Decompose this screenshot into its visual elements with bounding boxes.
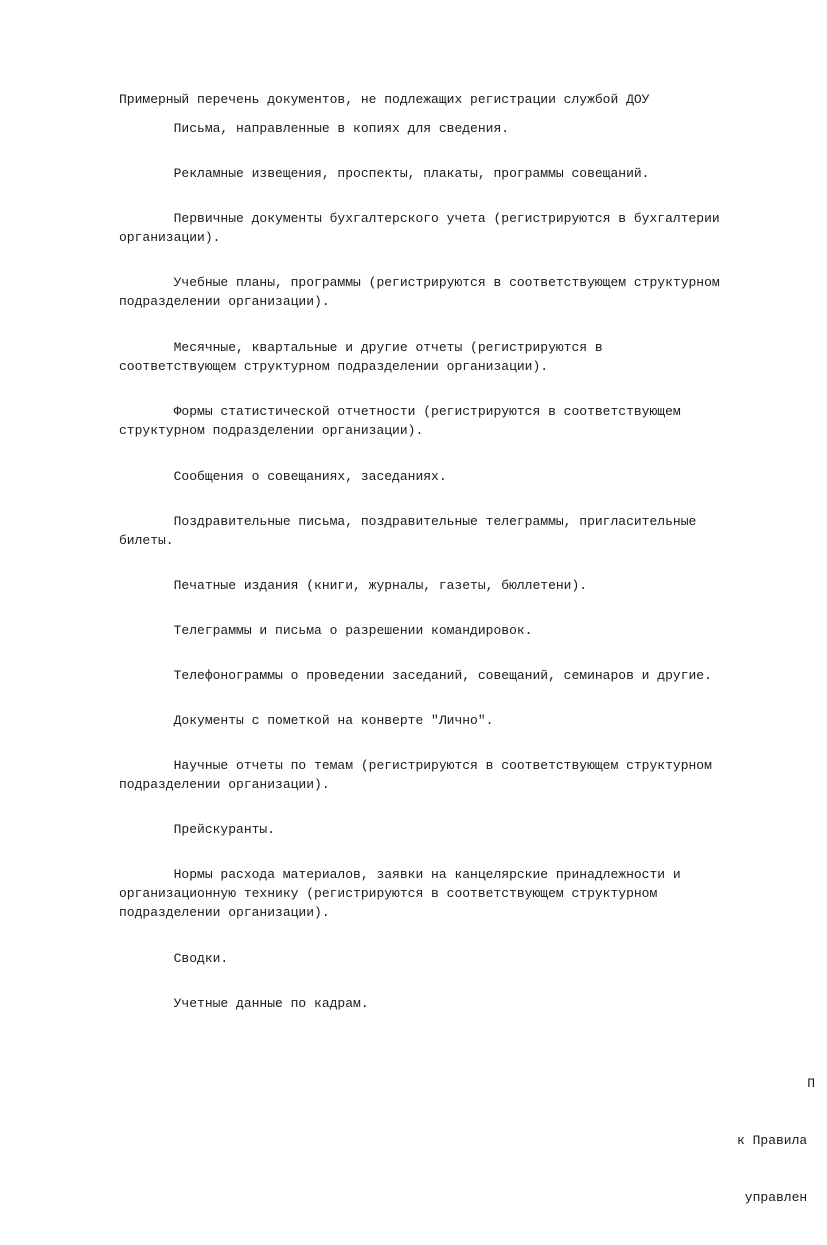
list-paragraph <box>119 512 779 550</box>
paragraph-line: соответствующем структурном подразделении организации). <box>119 359 549 374</box>
list-paragraph <box>119 949 779 968</box>
list-paragraph <box>119 756 779 794</box>
paragraph-line: Документы с пометкой на конверте "Лично". <box>119 713 494 728</box>
appendix-note-line: к Правила <box>737 1133 808 1148</box>
list-paragraph <box>119 467 779 486</box>
paragraph-line: Первичные документы бухгалтерского учета (регистрируются в бухгалтерии <box>119 211 720 226</box>
paragraph-line: Телефонограммы о проведении заседаний, совещаний, семинаров и другие. <box>119 668 712 683</box>
list-paragraph <box>119 865 779 922</box>
paragraph-line: Учебные планы, программы (регистрируются в соответствующем структурном <box>119 275 720 290</box>
list-paragraph <box>119 621 779 640</box>
appendix-note-line: управлен <box>737 1190 808 1205</box>
paragraph-line: Учетные данные по кадрам. <box>119 996 369 1011</box>
list-paragraph <box>119 119 779 138</box>
paragraph-line: подразделении организации). <box>119 294 330 309</box>
list-paragraph <box>119 338 779 376</box>
list-paragraph <box>119 576 779 595</box>
paragraph-line: Письма, направленные в копиях для сведения. <box>119 121 510 136</box>
paragraph-line: Нормы расхода материалов, заявки на канцелярские принадлежности и <box>119 867 681 882</box>
paragraph-line: подразделении организации). <box>119 905 330 920</box>
list-paragraph <box>119 994 779 1013</box>
appendix-note-line: П <box>737 1076 816 1091</box>
paragraph-line: Рекламные извещения, проспекты, плакаты, программы совещаний. <box>119 166 650 181</box>
paragraph-line: организации). <box>119 230 221 245</box>
list-paragraph <box>119 711 779 730</box>
paragraph-line: Месячные, квартальные и другие отчеты (регистрируются в <box>119 340 603 355</box>
paragraph-line: организационную технику (регистрируются в соответствующем структурном <box>119 886 658 901</box>
paragraph-line: Научные отчеты по темам (регистрируются в соответствующем структурном <box>119 758 712 773</box>
paragraph-line: подразделении организации). <box>119 777 330 792</box>
document-title: Примерный перечень документов, не подлежащих регистрации службой ДОУ <box>119 92 650 107</box>
paragraph-line: Поздравительные письма, поздравительные телеграммы, пригласительные <box>119 514 697 529</box>
paragraph-line: Сообщения о совещаниях, заседаниях. <box>119 469 447 484</box>
paragraph-line: Телеграммы и письма о разрешении командировок. <box>119 623 533 638</box>
paragraph-line: Прейскуранты. <box>119 822 276 837</box>
list-paragraph <box>119 273 779 311</box>
list-paragraph <box>119 164 779 183</box>
list-paragraph <box>119 402 779 440</box>
paragraph-line: Формы статистической отчетности (регистрируются в соответствующем <box>119 404 681 419</box>
list-paragraph <box>119 820 779 839</box>
paragraph-line: структурном подразделении организации). <box>119 423 424 438</box>
paragraph-line: Сводки. <box>119 951 229 966</box>
list-paragraph <box>119 666 779 685</box>
list-paragraph <box>119 209 779 247</box>
appendix-note <box>737 1036 827 1245</box>
paragraph-line: билеты. <box>119 533 174 548</box>
paragraph-line: Печатные издания (книги, журналы, газеты, бюллетени). <box>119 578 588 593</box>
